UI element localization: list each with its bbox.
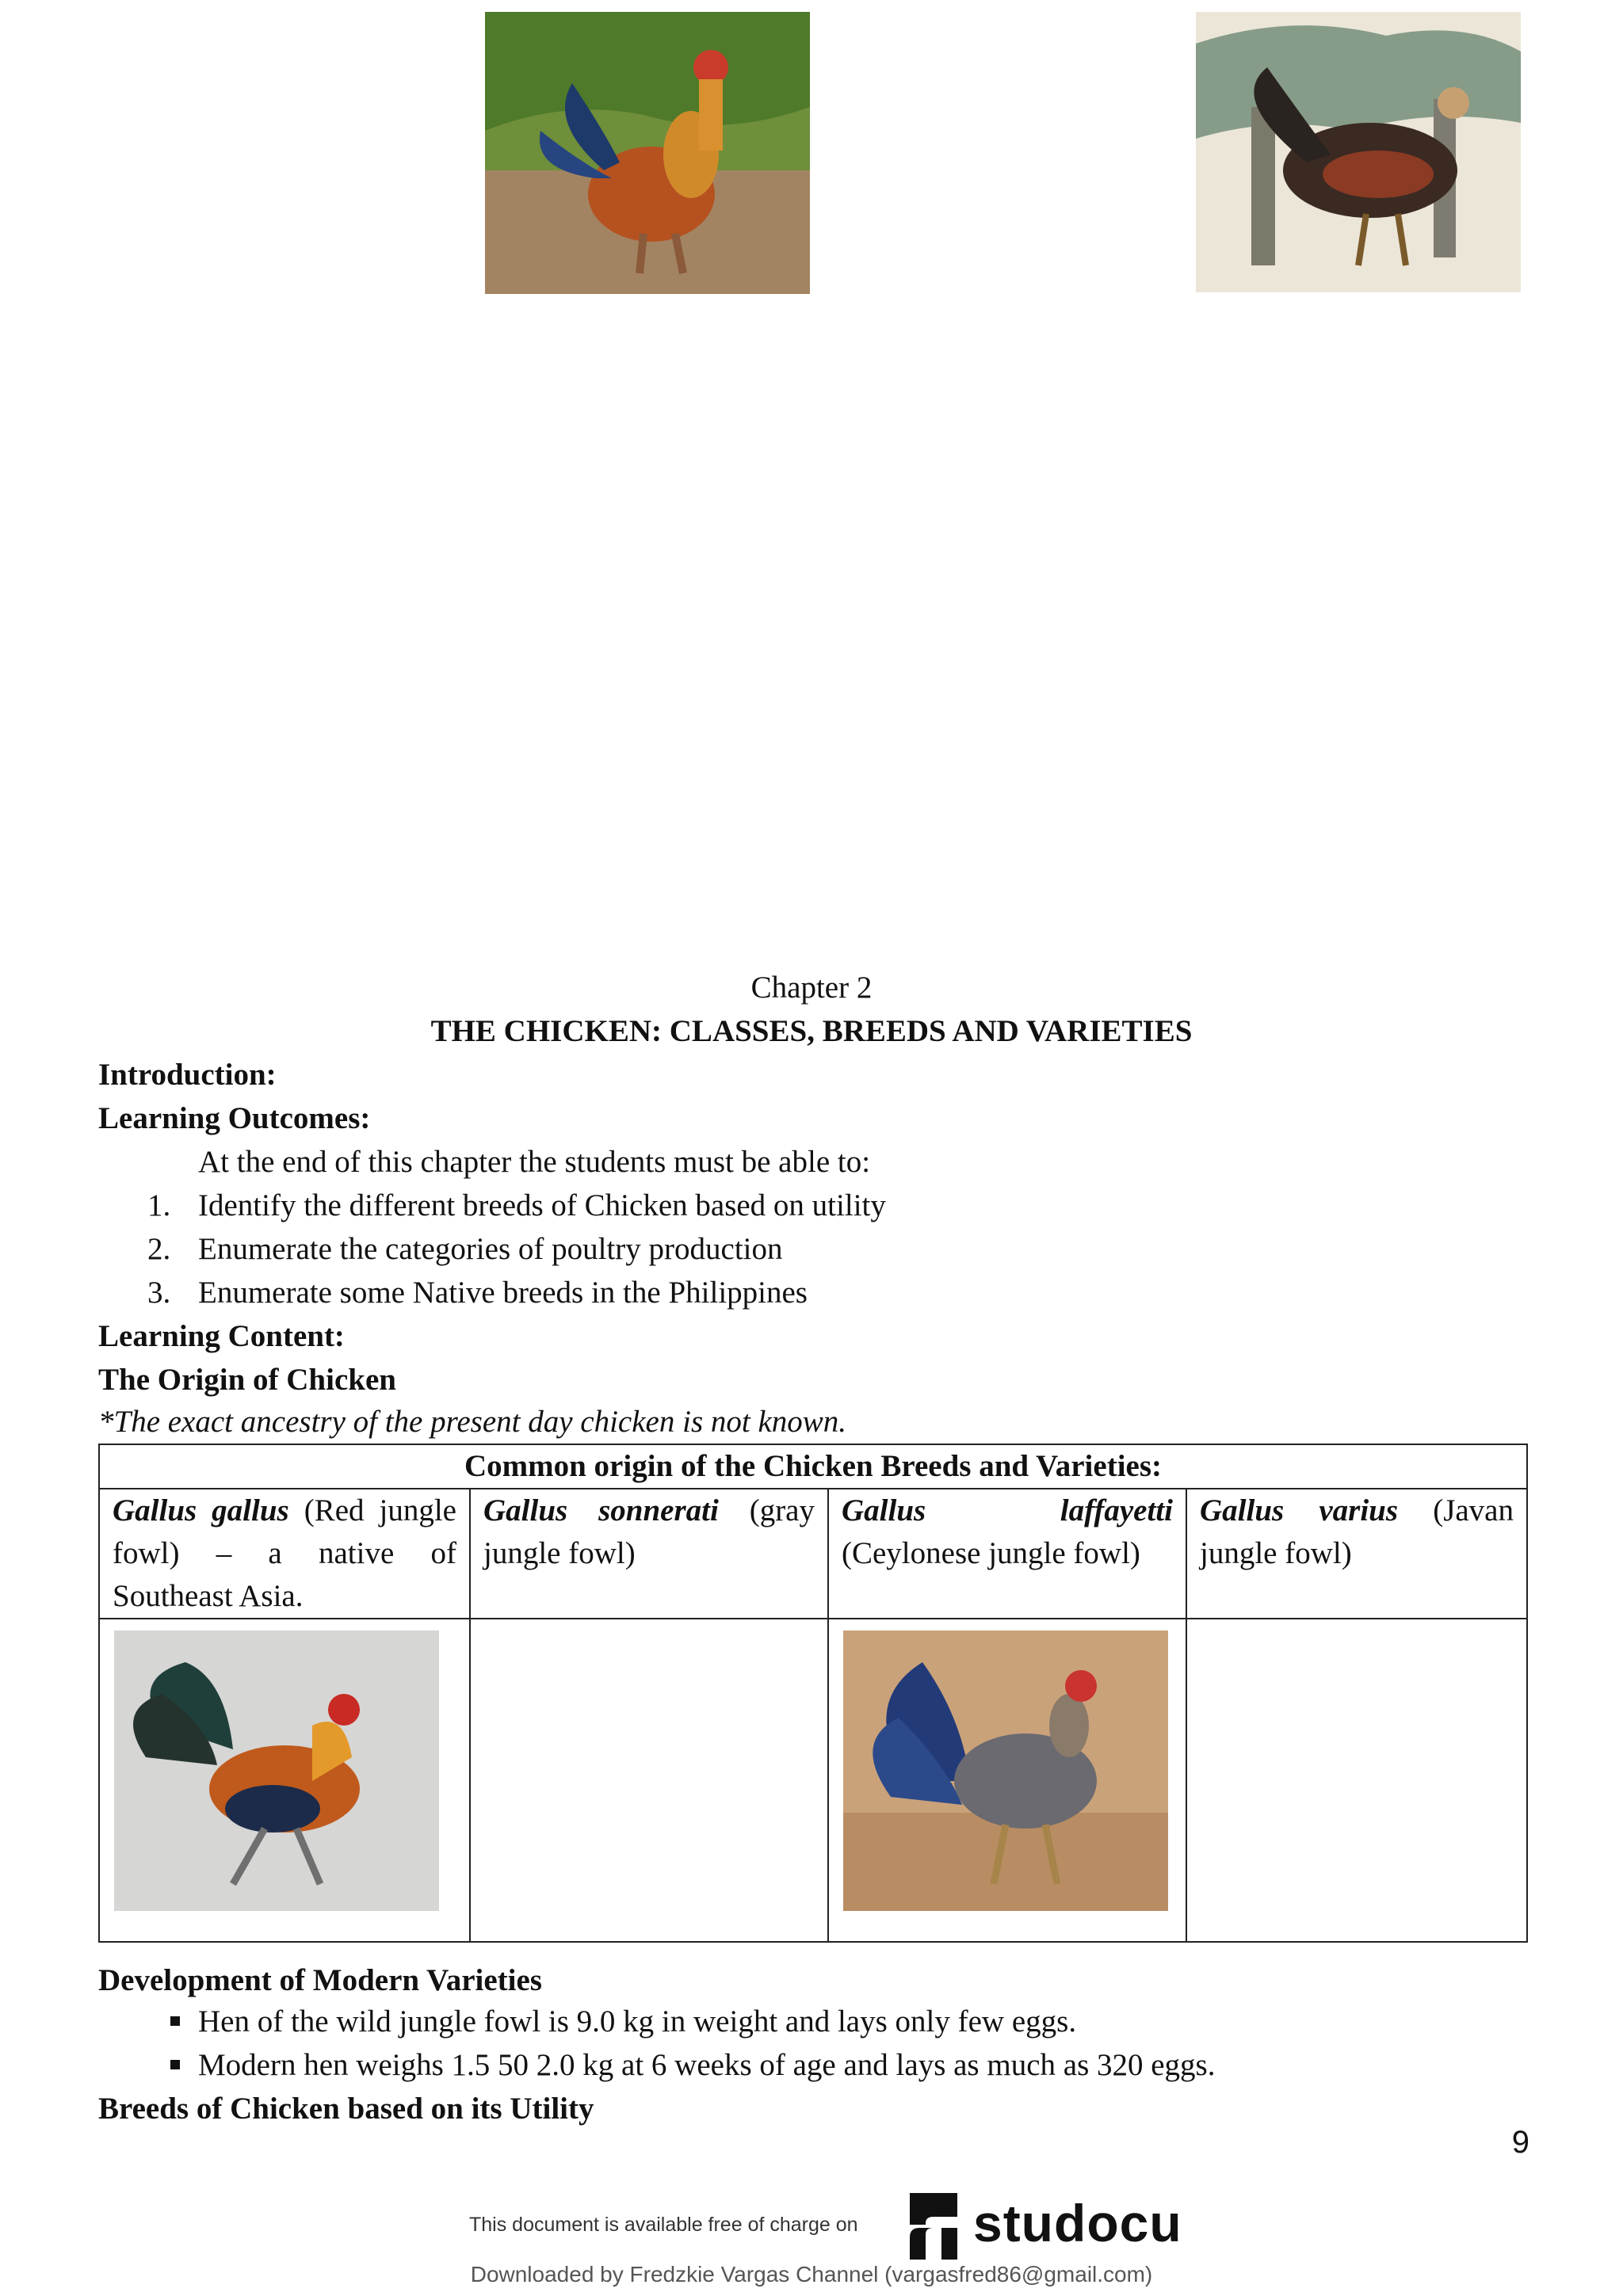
species-desc: (Red jungle fowl) – a native of Southeast Asia. <box>113 1493 456 1613</box>
downloaded-by-text: Downloaded by Fredzkie Vargas Channel (vargasfred86@gmail.com) <box>470 2262 1153 2286</box>
introduction-heading: Introduction: <box>98 1058 277 1092</box>
origin-note: *The exact ancestry of the present day chicken is not known. <box>98 1405 847 1439</box>
species-image-cell <box>99 1619 470 1942</box>
species-cell <box>1186 1489 1527 1619</box>
species-desc: (Javan jungle fowl) <box>1200 1493 1514 1570</box>
species-cell <box>470 1489 828 1619</box>
outcome-number: 3. <box>147 1276 171 1310</box>
learning-content-heading: Learning Content: <box>98 1319 345 1353</box>
outcome-number: 2. <box>147 1232 171 1266</box>
outcome-item: Enumerate some Native breeds in the Philippines <box>198 1276 808 1310</box>
chapter-title: THE CHICKEN: CLASSES, BREEDS AND VARIETIES <box>430 1014 1193 1048</box>
outcome-number: 1. <box>147 1188 171 1222</box>
learning-outcomes-heading: Learning Outcomes: <box>98 1101 371 1135</box>
availability-text: This document is available free of charge on <box>469 2214 858 2236</box>
species-desc: (gray jungle fowl) <box>483 1493 815 1570</box>
species-name: Gallus gallus <box>113 1493 289 1527</box>
red-jungle-fowl-photo <box>114 1630 439 1911</box>
red-jungle-fowl-photo <box>485 12 810 294</box>
chapter-number: Chapter 2 <box>750 971 873 1005</box>
breeds-heading: Breeds of Chicken based on its Utility <box>98 2092 594 2126</box>
origin-table <box>98 1444 1528 1943</box>
page-number: 9 <box>1511 2125 1529 2160</box>
origin-heading: The Origin of Chicken <box>98 1363 396 1397</box>
bullet-square-icon <box>170 2016 180 2026</box>
gray-jungle-fowl-illustration <box>1196 12 1521 292</box>
development-bullet: Hen of the wild jungle fowl is 9.0 kg in weight and lays only few eggs. <box>198 2004 1077 2039</box>
origin-table-header: Common origin of the Chicken Breeds and Varieties: <box>99 1444 1527 1489</box>
species-image-cell <box>1186 1619 1527 1942</box>
species-cell <box>828 1489 1186 1619</box>
species-image-cell <box>470 1619 828 1942</box>
outcome-item: Identify the different breeds of Chicken based on utility <box>198 1188 886 1222</box>
studocu-logo-icon <box>902 2193 965 2260</box>
species-image-cell <box>828 1619 1186 1942</box>
bullet-square-icon <box>170 2060 180 2069</box>
development-heading: Development of Modern Varieties <box>98 1963 542 1997</box>
outcome-item: Enumerate the categories of poultry production <box>198 1232 783 1266</box>
development-bullet: Modern hen weighs 1.5 50 2.0 kg at 6 weeks of age and lays as much as 320 eggs. <box>198 2048 1216 2082</box>
outcomes-intro: At the end of this chapter the students must be able to: <box>198 1145 871 1179</box>
ceylonese-jungle-fowl-photo <box>843 1630 1168 1911</box>
species-name: Gallus laffayetti <box>842 1493 1173 1527</box>
species-name: Gallus sonnerati <box>483 1493 719 1527</box>
species-cell <box>99 1489 470 1619</box>
studocu-logo-text[interactable]: studocu <box>973 2194 1182 2252</box>
species-desc: (Ceylonese jungle fowl) <box>842 1536 1140 1570</box>
species-name: Gallus varius <box>1200 1493 1399 1527</box>
